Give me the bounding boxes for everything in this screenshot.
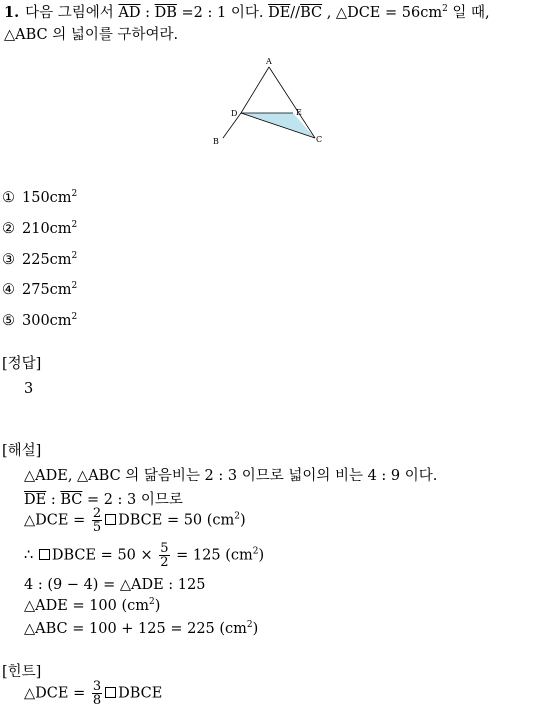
question-text-part: 다음 그림에서: [25, 5, 119, 21]
choice-value: 210cm: [22, 221, 72, 237]
choice-number: ①: [2, 190, 15, 206]
question-text-part: =2 : 1 이다.: [176, 5, 269, 21]
choice-number: ②: [2, 221, 15, 237]
exponent: 2: [71, 281, 78, 291]
text-part: DBCE = 50 ×: [51, 547, 153, 564]
explanation-line-2: [24, 488, 183, 509]
exponent: 2: [234, 511, 241, 522]
choice-3[interactable]: [2, 252, 77, 268]
square-symbol-icon: [105, 514, 116, 525]
fraction: [92, 507, 102, 534]
vertex-label-b: B: [213, 137, 219, 146]
text-part: △DCE =: [24, 685, 86, 702]
answer-value: 3: [24, 381, 34, 397]
text-part: DBCE = 50 (cm: [118, 512, 235, 529]
denominator: 2: [160, 555, 169, 570]
text-part: △DCE =: [24, 512, 86, 529]
exponent: 2: [71, 220, 78, 230]
therefore-symbol: ∴: [24, 547, 38, 564]
hint-heading: [힌트]: [2, 664, 42, 680]
text-part: △ABC = 100 + 125 = 225 (cm: [24, 621, 247, 637]
question-text-part: , △DCE = 56cm: [322, 5, 443, 21]
choice-value: 275cm: [22, 282, 72, 298]
choice-1[interactable]: [2, 190, 77, 206]
denominator: 8: [92, 693, 102, 708]
vertex-label-c: C: [316, 135, 323, 144]
choice-5[interactable]: [2, 313, 77, 329]
choice-value: 225cm: [22, 252, 72, 268]
text-part: = 2 : 3 이므로: [82, 492, 183, 508]
fraction: [92, 680, 102, 707]
explanation-line-4: [24, 542, 264, 569]
question-number: 1.: [4, 4, 20, 21]
explanation-heading: [해설]: [2, 443, 42, 459]
question-text-part: :: [140, 5, 155, 21]
text-part: △ADE = 100 (cm: [24, 598, 150, 614]
denominator: 5: [92, 520, 102, 535]
text-part: = 125 (cm: [176, 547, 253, 564]
explanation-line-7: [24, 621, 258, 637]
text-part: ): [240, 512, 246, 529]
vertex-label-e: E: [296, 108, 302, 117]
question-text-part: 일 때,: [447, 5, 490, 21]
explanation-line-5: 4 : (9 − 4) = △ADE : 125: [24, 577, 206, 593]
triangle-figure: [205, 55, 335, 150]
vertex-label-a: A: [266, 57, 272, 66]
explanation-line-6: [24, 598, 160, 614]
numerator: 3: [92, 679, 102, 694]
segment-bc: $\overline{BC}$: [300, 5, 323, 21]
square-symbol-icon: [39, 549, 50, 560]
choice-value: 150cm: [22, 190, 72, 206]
square-symbol-icon: [105, 687, 116, 698]
question-text: [4, 2, 532, 46]
choice-4[interactable]: [2, 282, 77, 298]
segment-de: $\overline{DE}$: [24, 492, 47, 508]
segment-db: $\overline{DB}$: [154, 5, 177, 21]
exponent: 2: [71, 251, 78, 261]
answer-heading: [정답]: [2, 356, 42, 372]
exponent: 2: [252, 546, 259, 557]
vertex-label-d: D: [231, 109, 238, 118]
segment-ad: $\overline{AD}$: [118, 5, 141, 21]
segment-de: $\overline{DE}$: [268, 5, 291, 21]
exponent: 2: [71, 189, 78, 199]
parallel-symbol: //: [290, 5, 301, 21]
text-part: DBCE: [118, 685, 163, 702]
text-part: ): [252, 621, 259, 637]
hint-line: [24, 680, 162, 707]
choice-number: ⑤: [2, 313, 15, 329]
numerator: 5: [160, 541, 169, 556]
choice-value: 300cm: [22, 313, 72, 329]
choice-number: ③: [2, 252, 15, 268]
exponent: 2: [246, 620, 253, 630]
text-part: :: [46, 492, 61, 508]
text-part: ): [258, 547, 265, 564]
question-line2: △ABC 의 넓이를 구하여라.: [4, 27, 179, 43]
numerator: 2: [92, 506, 102, 521]
explanation-line-3: [24, 507, 246, 534]
choice-number: ④: [2, 282, 15, 298]
choice-2[interactable]: [2, 221, 77, 237]
explanation-line-1: △ADE, △ABC 의 닮음비는 2 : 3 이므로 넓이의 비는 4 : 9 이다.: [24, 468, 438, 484]
segment-bc: $\overline{BC}$: [60, 492, 83, 508]
side-ad: [241, 67, 269, 113]
fraction: [159, 542, 169, 569]
exponent: 2: [149, 597, 155, 607]
text-part: ): [154, 598, 161, 614]
exponent: 2: [71, 312, 78, 322]
exponent: 2: [442, 4, 448, 14]
